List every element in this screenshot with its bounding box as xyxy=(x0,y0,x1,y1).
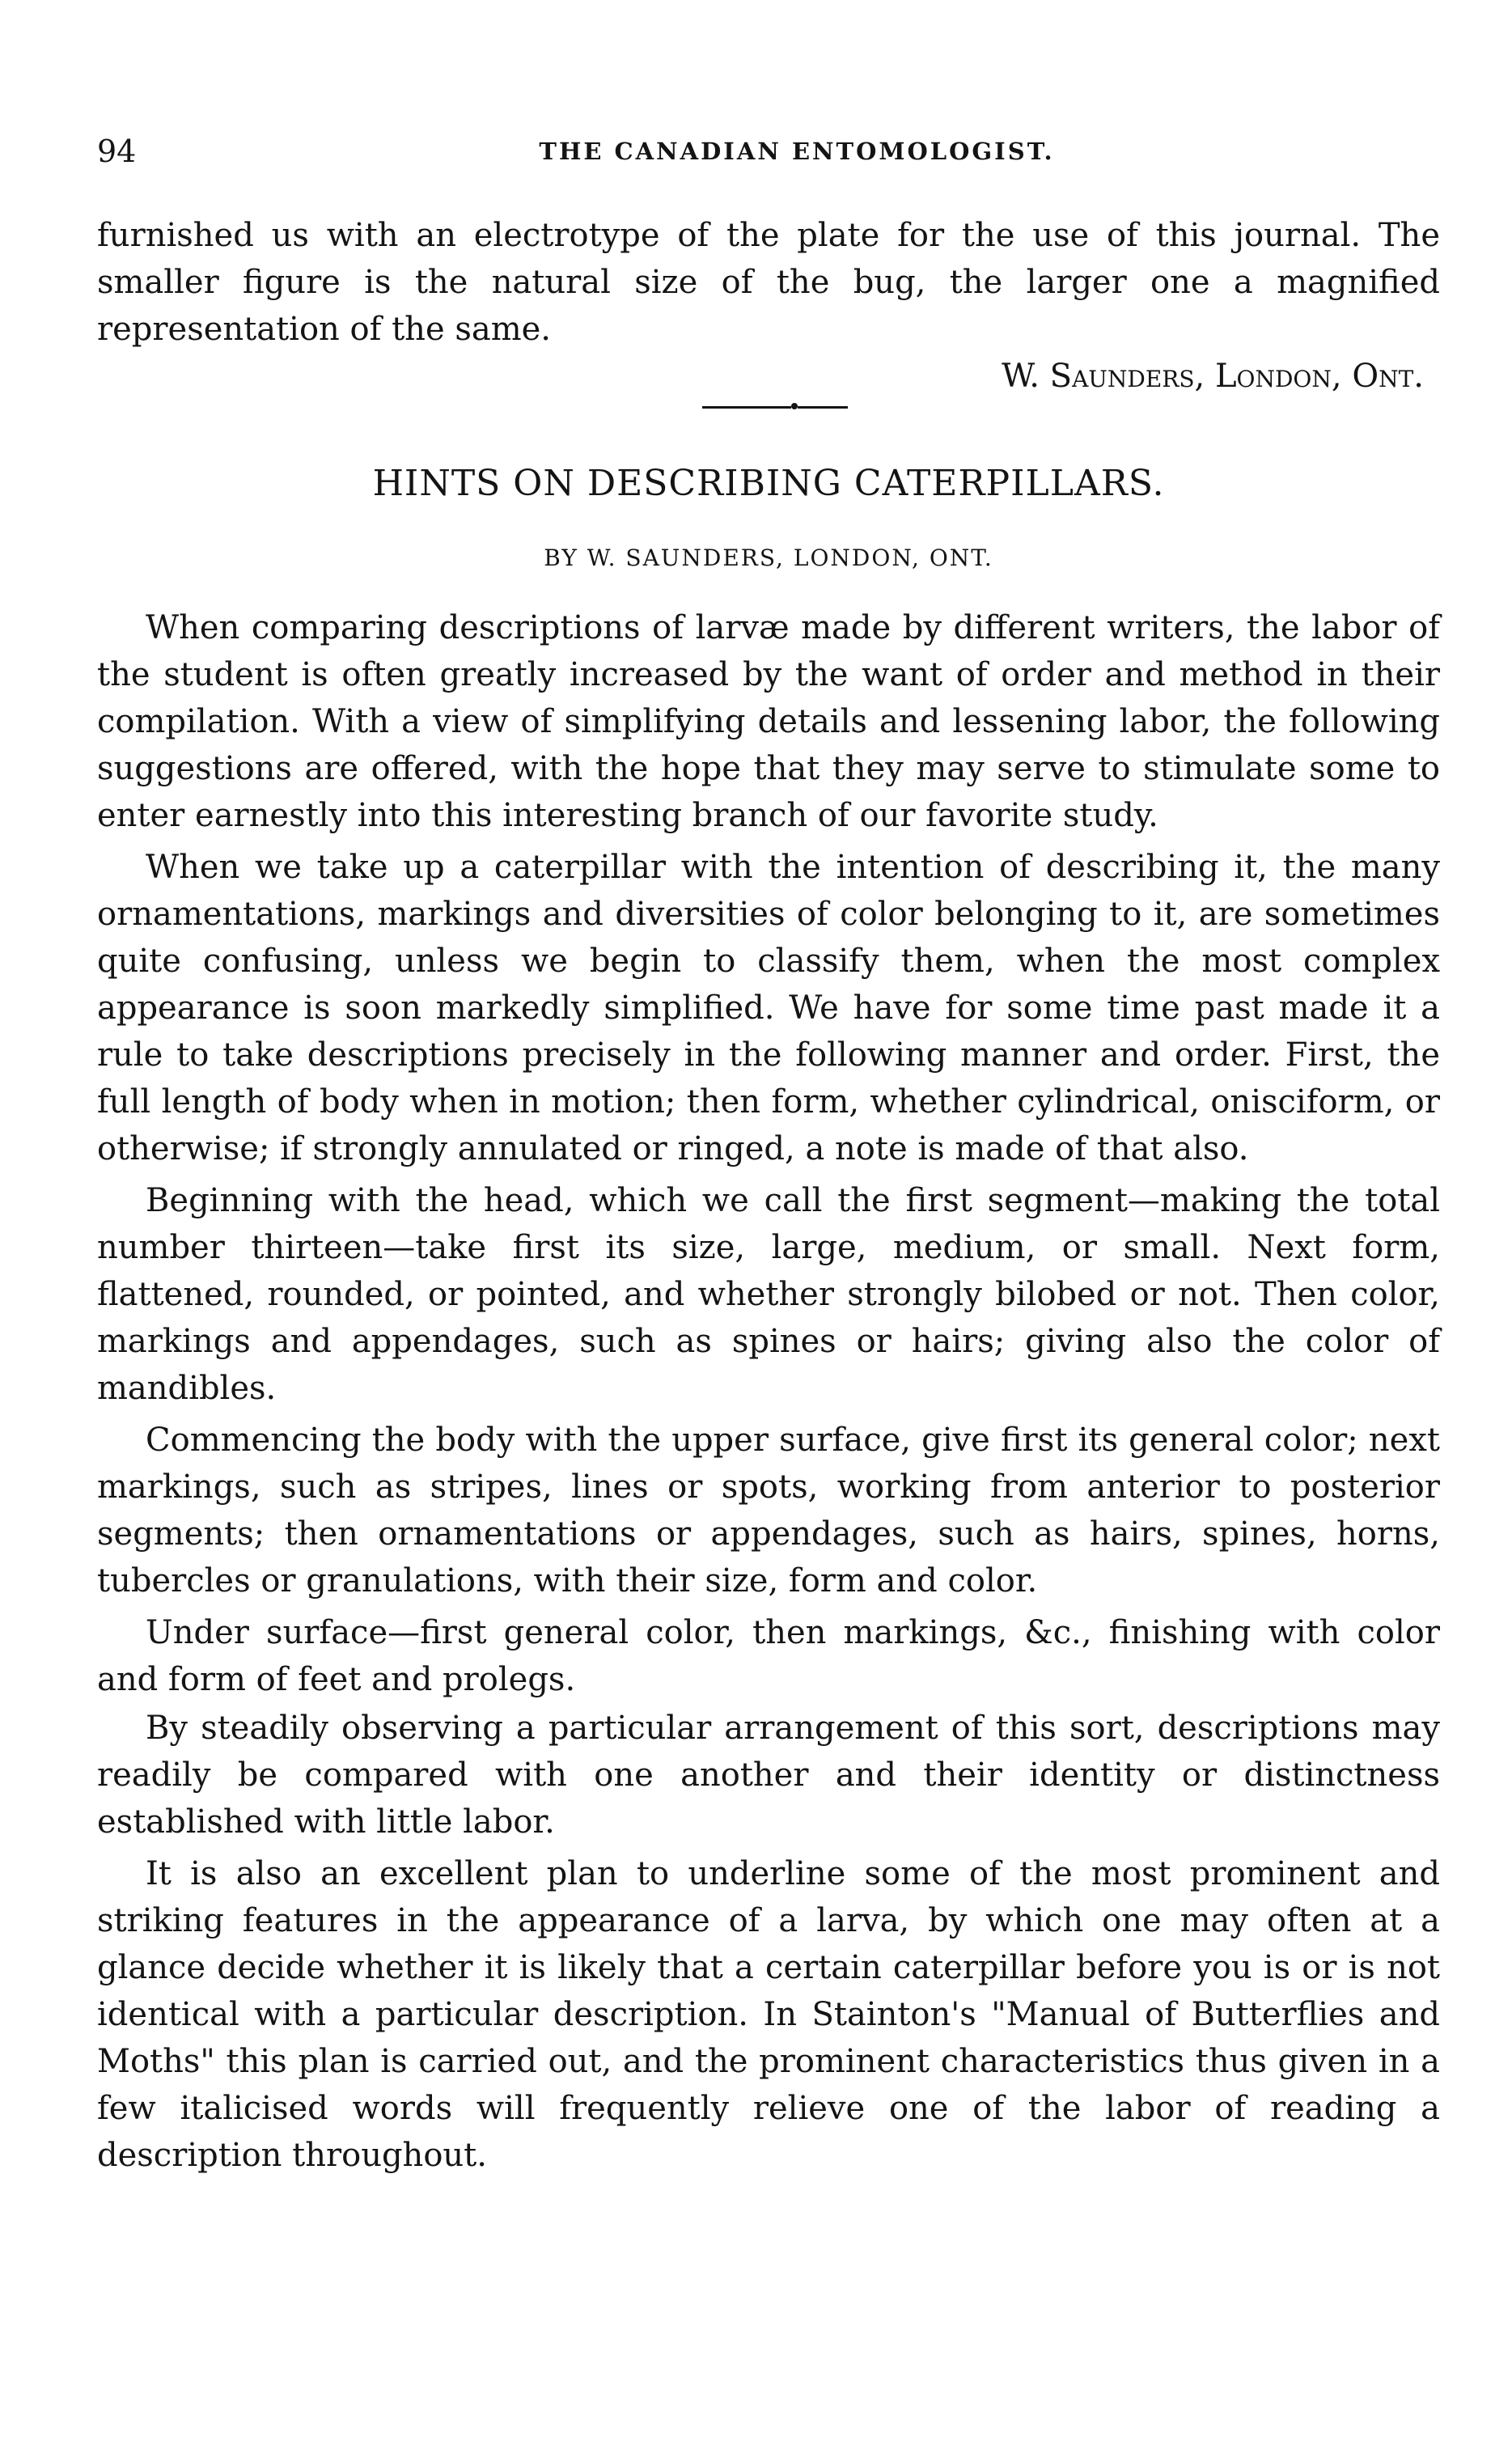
paragraph-underline-plan: It is also an excellent plan to underline some of the most prominent and striking features in the appearance of a larva, by which one may often at a glance decide whether it is likely that a certain caterpillar before you is or is not identical with a particular description. In Stainton's "Manual of Butterflies and Moths" this plan is carried out, and the prominent characteristics thus given in a few italicised words will frequently relieve one of the labor of reading a description throughout. xyxy=(97,1855,1440,2174)
divider-rule-right xyxy=(798,406,848,409)
article-title: HINTS ON DESCRIBING CATERPILLARS. xyxy=(372,463,1165,504)
divider-ornament xyxy=(791,403,798,409)
article-body xyxy=(97,604,1440,2184)
continued-text-block xyxy=(97,212,1440,400)
paragraph-intro: When comparing descriptions of larvæ made by different writers, the labor of the student is often greatly increased by the want of order and method in their compilation. With a view of simplifying details and lessening labor, the following suggestions are offered, with the hope that they may serve to stimulate some to enter earnestly into this interesting branch of our favorite study. xyxy=(97,609,1440,834)
paragraph-under-surface: Under surface—first general color, then markings, &c., finishing with color and form of feet and prolegs. xyxy=(97,1614,1440,1698)
continued-paragraph-text: furnished us with an electrotype of the plate for the use of this journal. The smaller figure is the natural size of the bug, the larger one a magnified representation of the same. xyxy=(97,217,1440,348)
continued-paragraph xyxy=(97,212,1440,353)
page-number: 94 xyxy=(97,133,137,169)
article-byline: BY W. SAUNDERS, LONDON, ONT. xyxy=(544,545,993,571)
signature-line xyxy=(97,353,1440,400)
paragraph-head: Beginning with the head, which we call the first segment—making the total number thirteen—take first its size, large, medium, or small. Next form, flattened, rounded, or pointed, and whether strongly bilobed or not. Then color, markings and appendages, such as spines or hairs; giving also the color of mandibles. xyxy=(97,1182,1440,1407)
author-signature: W. Saunders, London, Ont. xyxy=(1002,358,1424,395)
journal-title: THE CANADIAN ENTOMOLOGIST. xyxy=(539,138,1055,165)
divider-rule-left xyxy=(702,406,791,409)
paragraph-arrangement: By steadily observing a particular arrangement of this sort, descriptions may readily be compared with one another and their identity or distinctness established with little labor. xyxy=(97,1710,1440,1841)
paragraph-upper-surface: Commencing the body with the upper surface, give first its general color; next markings, such as stripes, lines or spots, working from anterior to posterior segments; then ornamentations or appendages, such as hairs, spines, horns, tubercles or granulations, with their size, form and color. xyxy=(97,1422,1440,1600)
paragraph-caterpillar-form: When we take up a caterpillar with the intention of describing it, the many ornamentations, markings and diversities of color belonging to it, are sometimes quite confusing, unless we begin to classify them, when the most complex appearance is soon markedly simplified. We have for some time past made it a rule to take descriptions precisely in the following manner and order. First, the full length of body when in motion; then form, whether cylindrical, onisciform, or otherwise; if strongly annulated or ringed, a note is made of that also. xyxy=(97,849,1440,1167)
section-divider xyxy=(702,403,848,411)
running-head xyxy=(97,131,1440,172)
